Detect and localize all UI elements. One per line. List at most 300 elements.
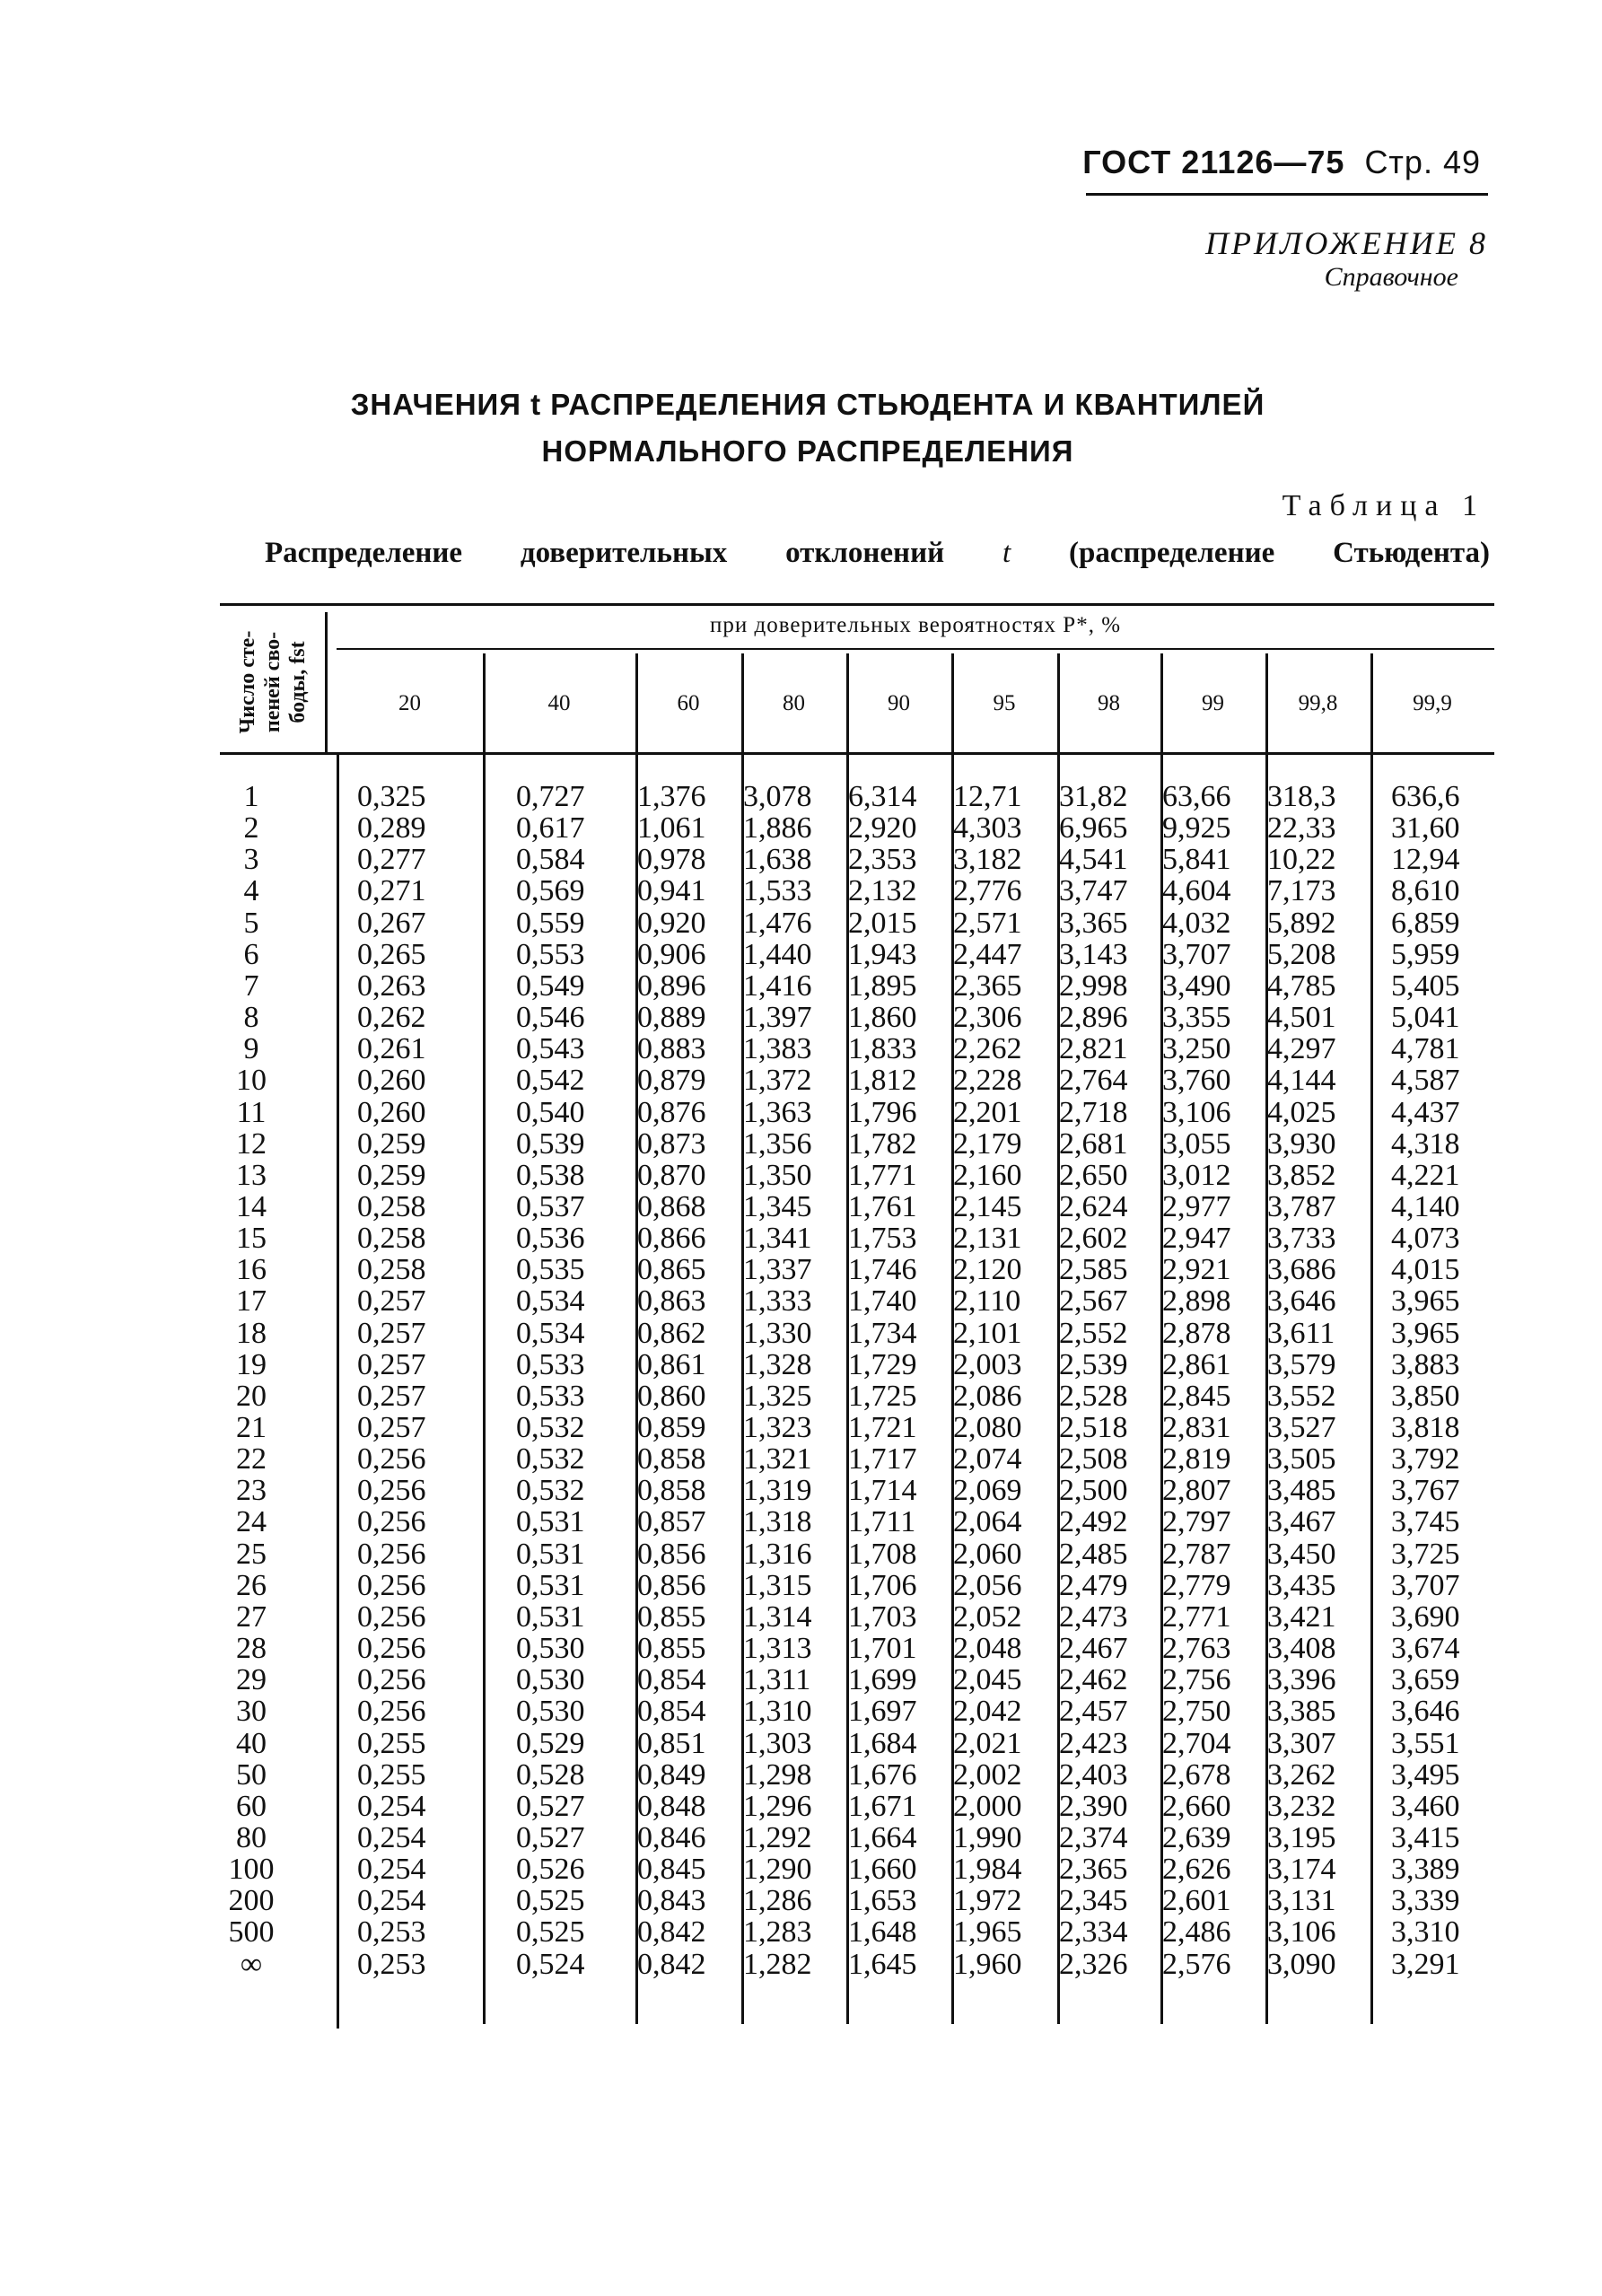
table-cell: 1,292 <box>743 1820 812 1854</box>
table-cell: 2,797 <box>1162 1505 1231 1539</box>
table-cell: 1,725 <box>848 1379 917 1413</box>
table-cell: 2,021 <box>953 1726 1022 1760</box>
table-cell: 2,763 <box>1162 1632 1231 1666</box>
table-cell: 0,256 <box>357 1568 426 1602</box>
table-cell: 1,333 <box>743 1284 812 1319</box>
stub-divider <box>325 612 328 754</box>
table-cell: 2,528 <box>1059 1379 1128 1413</box>
table-cell: 1,648 <box>848 1915 917 1950</box>
column-header: 98 <box>1098 691 1120 715</box>
table-cell: 12,94 <box>1391 843 1460 877</box>
table-cell: 636,6 <box>1391 780 1460 813</box>
table-cell: 3,646 <box>1391 1695 1460 1729</box>
table-cell: 1,440 <box>743 937 812 971</box>
row-label: 200 <box>228 1884 275 1918</box>
table-cell: 3,389 <box>1391 1853 1460 1887</box>
row-label: 26 <box>236 1568 267 1602</box>
table-cell: 0,889 <box>637 1001 706 1035</box>
table-cell: 2,052 <box>953 1599 1022 1634</box>
table-cell: 1,697 <box>848 1695 917 1729</box>
table-cell: 4,297 <box>1267 1032 1336 1066</box>
header-bottom-rule <box>220 752 1494 755</box>
table-cell: 2,539 <box>1059 1347 1128 1381</box>
table-cell: 3,421 <box>1267 1599 1336 1634</box>
table-cell: 2,374 <box>1059 1820 1128 1854</box>
table-cell: 1,638 <box>743 843 812 877</box>
table-cell: 2,042 <box>953 1695 1022 1729</box>
table-cell: 6,314 <box>848 780 917 813</box>
table-cell: 1,653 <box>848 1884 917 1918</box>
table-cell: 3,579 <box>1267 1347 1336 1381</box>
table-cell: 0,868 <box>637 1189 706 1223</box>
table-cell: 2,977 <box>1162 1189 1231 1223</box>
table-cell: 2,423 <box>1059 1726 1128 1760</box>
table-cell: 2,998 <box>1059 968 1128 1003</box>
table-cell: 0,257 <box>357 1411 426 1444</box>
table-cell: 2,678 <box>1162 1757 1231 1792</box>
table-cell: 0,254 <box>357 1884 426 1918</box>
table-cell: 1,990 <box>953 1820 1022 1854</box>
table-cell: 4,144 <box>1267 1064 1336 1098</box>
table-cell: 3,495 <box>1391 1757 1460 1792</box>
table-cell: 3,291 <box>1391 1947 1460 1981</box>
stub-header-line: пеней сво- <box>261 631 285 733</box>
table-cell: 0,259 <box>357 1126 426 1161</box>
table-cell: 4,501 <box>1267 1001 1336 1035</box>
table-cell: 5,208 <box>1267 937 1336 971</box>
table-cell: 1,310 <box>743 1695 812 1729</box>
table-cell: 1,660 <box>848 1853 917 1887</box>
table-cell: 0,256 <box>357 1474 426 1508</box>
table-cell: 0,845 <box>637 1853 706 1887</box>
table-cell: 4,025 <box>1267 1095 1336 1129</box>
table-cell: 0,856 <box>637 1537 706 1571</box>
table-cell: 0,530 <box>516 1663 585 1697</box>
row-label: 12 <box>236 1126 267 1161</box>
table-cell: 31,60 <box>1391 811 1460 846</box>
table-cell: 0,261 <box>357 1032 426 1066</box>
table-cell: 1,701 <box>848 1632 917 1666</box>
table-cell: 1,341 <box>743 1222 812 1256</box>
table-cell: 2,485 <box>1059 1537 1128 1571</box>
table-cell: 0,843 <box>637 1884 706 1918</box>
table-cell: 4,587 <box>1391 1064 1460 1098</box>
table-cell: 2,457 <box>1059 1695 1128 1729</box>
table-label: Таблица 1 <box>1282 489 1485 522</box>
table-cell: 2,947 <box>1162 1222 1231 1256</box>
table-cell: 1,943 <box>848 937 917 971</box>
table-cell: 0,255 <box>357 1726 426 1760</box>
table-cell: 0,920 <box>637 906 706 940</box>
table-cell: 2,353 <box>848 843 917 877</box>
row-label: 29 <box>236 1663 267 1697</box>
table-cell: 1,061 <box>637 811 706 846</box>
table-cell: 0,543 <box>516 1032 585 1066</box>
column-header: 95 <box>993 691 1016 715</box>
table-cell: 5,892 <box>1267 906 1336 940</box>
table-cell: 0,256 <box>357 1537 426 1571</box>
table-cell: 0,533 <box>516 1347 585 1381</box>
table-cell: 0,546 <box>516 1001 585 1035</box>
table-cell: 3,747 <box>1059 874 1128 908</box>
table-cell: 2,896 <box>1059 1001 1128 1035</box>
table-cell: 5,405 <box>1391 968 1460 1003</box>
table-cell: 3,659 <box>1391 1663 1460 1697</box>
table-cell: 0,263 <box>357 968 426 1003</box>
table-cell: 0,533 <box>516 1379 585 1413</box>
table-cell: 4,437 <box>1391 1095 1460 1129</box>
table-cell: 3,435 <box>1267 1568 1336 1602</box>
table-cell: 0,846 <box>637 1820 706 1854</box>
table-cell: 0,256 <box>357 1695 426 1729</box>
table-cell: 0,862 <box>637 1316 706 1350</box>
row-label: 6 <box>243 937 259 971</box>
caption-word: (распределение <box>1069 537 1275 569</box>
table-cell: 5,841 <box>1162 843 1231 877</box>
table-cell: 2,639 <box>1162 1820 1231 1854</box>
table-cell: 3,355 <box>1162 1001 1231 1035</box>
table-cell: 1,283 <box>743 1915 812 1950</box>
table-cell: 1,676 <box>848 1757 917 1792</box>
table-cell: 2,462 <box>1059 1663 1128 1697</box>
table-cell: 1,376 <box>637 780 706 813</box>
stub-header-line: боды, fst <box>286 641 310 723</box>
table-cell: 4,604 <box>1162 874 1231 908</box>
table-cell: 2,764 <box>1059 1064 1128 1098</box>
table-cell: 5,959 <box>1391 937 1460 971</box>
row-label: 80 <box>236 1820 267 1854</box>
row-label: 60 <box>236 1789 267 1823</box>
table-cell: 318,3 <box>1267 780 1336 813</box>
table-cell: 1,282 <box>743 1947 812 1981</box>
table-cell: 3,396 <box>1267 1663 1336 1697</box>
table-cell: 3,385 <box>1267 1695 1336 1729</box>
table-cell: 2,101 <box>953 1316 1022 1350</box>
table-cell: 0,532 <box>516 1442 585 1477</box>
table-cell: 6,859 <box>1391 906 1460 940</box>
table-cell: 0,854 <box>637 1663 706 1697</box>
caption-word: Стьюдента) <box>1333 537 1490 569</box>
table-cell: 0,584 <box>516 843 585 877</box>
table-cell: 0,559 <box>516 906 585 940</box>
table-cell: 2,003 <box>953 1347 1022 1381</box>
table-cell: 2,492 <box>1059 1505 1128 1539</box>
table-cell: 0,865 <box>637 1253 706 1287</box>
table-cell: 3,106 <box>1267 1915 1336 1950</box>
table-cell: 2,779 <box>1162 1568 1231 1602</box>
table-caption <box>265 537 1490 570</box>
table-cell: 0,855 <box>637 1632 706 1666</box>
row-label: 28 <box>236 1632 267 1666</box>
table-cell: 2,807 <box>1162 1474 1231 1508</box>
table-cell: 8,610 <box>1391 874 1460 908</box>
table-cell: 1,960 <box>953 1947 1022 1981</box>
table-cell: 1,337 <box>743 1253 812 1287</box>
row-label: 500 <box>228 1915 275 1950</box>
table-cell: 2,920 <box>848 811 917 846</box>
table-cell: 0,528 <box>516 1757 585 1792</box>
table-cell: 0,569 <box>516 874 585 908</box>
table-cell: 4,781 <box>1391 1032 1460 1066</box>
table-cell: 0,537 <box>516 1189 585 1223</box>
table-cell: 0,254 <box>357 1820 426 1854</box>
table-cell: 2,074 <box>953 1442 1022 1477</box>
table-cell: 4,073 <box>1391 1222 1460 1256</box>
table-cell: 0,727 <box>516 780 585 813</box>
table-cell: 4,221 <box>1391 1158 1460 1192</box>
table-cell: 0,849 <box>637 1757 706 1792</box>
stub-header-line: Число сте- <box>236 630 259 734</box>
table-cell: 3,646 <box>1267 1284 1336 1319</box>
table-cell: 0,529 <box>516 1726 585 1760</box>
table-cell: 4,032 <box>1162 906 1231 940</box>
table-cell: 3,787 <box>1267 1189 1336 1223</box>
table-cell: 0,255 <box>357 1757 426 1792</box>
table-cell: 1,476 <box>743 906 812 940</box>
table-cell: 2,064 <box>953 1505 1022 1539</box>
table-cell: 0,258 <box>357 1189 426 1223</box>
caption-word: t <box>1002 537 1011 569</box>
stub-header <box>223 610 323 754</box>
row-label: 10 <box>236 1064 267 1098</box>
table-cell: 3,552 <box>1267 1379 1336 1413</box>
table-cell: 2,080 <box>953 1411 1022 1444</box>
table-cell: 3,850 <box>1391 1379 1460 1413</box>
caption-word: доверительных <box>520 537 728 569</box>
table-cell: 0,858 <box>637 1442 706 1477</box>
table-cell: 0,260 <box>357 1095 426 1129</box>
table-cell: 0,540 <box>516 1095 585 1129</box>
table-cell: 3,965 <box>1391 1316 1460 1350</box>
table-cell: 3,415 <box>1391 1820 1460 1854</box>
table-cell: 2,262 <box>953 1032 1022 1066</box>
column-header: 40 <box>547 691 571 715</box>
table-cell: 1,782 <box>848 1126 917 1161</box>
table-cell: 3,250 <box>1162 1032 1231 1066</box>
table-cell: 2,704 <box>1162 1726 1231 1760</box>
table-cell: 0,873 <box>637 1126 706 1161</box>
table-cell: 0,267 <box>357 906 426 940</box>
column-header: 99,8 <box>1298 691 1338 715</box>
table-cell: 0,253 <box>357 1947 426 1981</box>
table-cell: 0,855 <box>637 1599 706 1634</box>
column-header: 90 <box>888 691 910 715</box>
table-cell: 3,707 <box>1162 937 1231 971</box>
table-cell: 1,296 <box>743 1789 812 1823</box>
table-cell: 2,365 <box>1059 1853 1128 1887</box>
table-cell: 3,733 <box>1267 1222 1336 1256</box>
table-cell: 0,553 <box>516 937 585 971</box>
table-cell: 4,785 <box>1267 968 1336 1003</box>
row-label: 2 <box>243 811 259 846</box>
table-cell: 0,262 <box>357 1001 426 1035</box>
stub-body-divider <box>337 752 339 2029</box>
table-cell: 2,552 <box>1059 1316 1128 1350</box>
table-cell: 2,048 <box>953 1632 1022 1666</box>
table-cell: 2,228 <box>953 1064 1022 1098</box>
table-cell: 3,195 <box>1267 1820 1336 1854</box>
table-cell: 1,645 <box>848 1947 917 1981</box>
table-cell: 2,845 <box>1162 1379 1231 1413</box>
table-cell: 2,110 <box>953 1284 1021 1319</box>
table-cell: 2,626 <box>1162 1853 1231 1887</box>
table-cell: 2,921 <box>1162 1253 1231 1287</box>
row-label: 27 <box>236 1599 267 1634</box>
table-cell: 3,883 <box>1391 1347 1460 1381</box>
table-cell: 0,532 <box>516 1411 585 1444</box>
table-cell: 0,254 <box>357 1853 426 1887</box>
table-cell: 2,145 <box>953 1189 1022 1223</box>
table-cell: 22,33 <box>1267 811 1336 846</box>
table-cell: 2,567 <box>1059 1284 1128 1319</box>
table-cell: 1,671 <box>848 1789 917 1823</box>
table-cell: 3,485 <box>1267 1474 1336 1508</box>
table-cell: 2,334 <box>1059 1915 1128 1950</box>
table-cell: 1,350 <box>743 1158 812 1192</box>
row-label: 4 <box>243 874 259 908</box>
table-cell: 2,718 <box>1059 1095 1128 1129</box>
table-cell: 9,925 <box>1162 811 1231 846</box>
table-cell: 1,664 <box>848 1820 917 1854</box>
table-cell: 0,859 <box>637 1411 706 1444</box>
row-label: 24 <box>236 1505 267 1539</box>
header-rule <box>1086 193 1488 196</box>
table-cell: 2,120 <box>953 1253 1022 1287</box>
table-cell: 3,505 <box>1267 1442 1336 1477</box>
table-cell: 0,879 <box>637 1064 706 1098</box>
table-cell: 1,740 <box>848 1284 917 1319</box>
table-cell: 2,131 <box>953 1222 1022 1256</box>
table-cell: 2,898 <box>1162 1284 1231 1319</box>
table-cell: 4,015 <box>1391 1253 1460 1287</box>
table-cell: 1,771 <box>848 1158 917 1192</box>
table-cell: 0,265 <box>357 937 426 971</box>
table-cell: 0,530 <box>516 1632 585 1666</box>
table-cell: 2,345 <box>1059 1884 1128 1918</box>
table-cell: 0,536 <box>516 1222 585 1256</box>
column-header: 99 <box>1202 691 1224 715</box>
table-cell: 0,277 <box>357 843 426 877</box>
table-cell: 0,851 <box>637 1726 706 1760</box>
table-cell: 3,460 <box>1391 1789 1460 1823</box>
table-cell: 0,257 <box>357 1316 426 1350</box>
table-cell: 0,941 <box>637 874 706 908</box>
table-cell: 1,533 <box>743 874 812 908</box>
table-cell: 2,000 <box>953 1789 1022 1823</box>
table-cell: 0,256 <box>357 1632 426 1666</box>
row-label: 20 <box>236 1379 267 1413</box>
table-cell: 3,090 <box>1267 1947 1336 1981</box>
table-cell: 2,821 <box>1059 1032 1128 1066</box>
row-label: 100 <box>228 1853 275 1887</box>
row-label: 3 <box>243 843 259 877</box>
table-cell: 3,686 <box>1267 1253 1336 1287</box>
table-cell: 2,069 <box>953 1474 1022 1508</box>
column-header: 60 <box>677 691 700 715</box>
table-cell: 2,508 <box>1059 1442 1128 1477</box>
row-label: 13 <box>236 1158 267 1192</box>
table-cell: 10,22 <box>1267 843 1336 877</box>
table-cell: 1,972 <box>953 1884 1022 1918</box>
table-cell: 0,549 <box>516 968 585 1003</box>
table-cell: 0,531 <box>516 1568 585 1602</box>
table-cell: 0,842 <box>637 1947 706 1981</box>
table-cell: 0,253 <box>357 1915 426 1950</box>
table-cell: 0,539 <box>516 1126 585 1161</box>
table-cell: 0,857 <box>637 1505 706 1539</box>
table-cell: 1,703 <box>848 1599 917 1634</box>
table-cell: 2,776 <box>953 874 1022 908</box>
table-cell: 0,271 <box>357 874 426 908</box>
table-cell: 0,854 <box>637 1695 706 1729</box>
table-cell: 1,290 <box>743 1853 812 1887</box>
table-cell: 0,883 <box>637 1032 706 1066</box>
table-cell: 0,256 <box>357 1599 426 1634</box>
table-cell: 3,078 <box>743 780 812 813</box>
table-cell: 2,086 <box>953 1379 1022 1413</box>
table-cell: 2,390 <box>1059 1789 1128 1823</box>
table-cell: 31,82 <box>1059 780 1128 813</box>
table-cell: 1,717 <box>848 1442 917 1477</box>
table-cell: 3,674 <box>1391 1632 1460 1666</box>
table-cell: 0,535 <box>516 1253 585 1287</box>
table-cell: 1,708 <box>848 1537 917 1571</box>
table-cell: 2,486 <box>1162 1915 1231 1950</box>
table-cell: 3,450 <box>1267 1537 1336 1571</box>
table-cell: 2,306 <box>953 1001 1022 1035</box>
table-cell: 0,531 <box>516 1505 585 1539</box>
row-label: 22 <box>236 1442 267 1477</box>
table-cell: 2,365 <box>953 968 1022 1003</box>
table-cell: 1,746 <box>848 1253 917 1287</box>
table-cell: 1,286 <box>743 1884 812 1918</box>
table-cell: 2,750 <box>1162 1695 1231 1729</box>
table-cell: 0,860 <box>637 1379 706 1413</box>
table-cell: 0,906 <box>637 937 706 971</box>
table-cell: 1,397 <box>743 1001 812 1035</box>
table-cell: 3,818 <box>1391 1411 1460 1444</box>
group-header: при доверительных вероятностях P*, % <box>709 613 1122 637</box>
table-cell: 3,131 <box>1267 1884 1336 1918</box>
table-cell: 3,307 <box>1267 1726 1336 1760</box>
table-cell: 1,812 <box>848 1064 917 1098</box>
table-cell: 0,257 <box>357 1284 426 1319</box>
table-cell: 1,316 <box>743 1537 812 1571</box>
table-cell: 0,863 <box>637 1284 706 1319</box>
table-cell: 0,856 <box>637 1568 706 1602</box>
table-cell: 1,363 <box>743 1095 812 1129</box>
table-cell: 1,753 <box>848 1222 917 1256</box>
table-cell: 2,819 <box>1162 1442 1231 1477</box>
table-cell: 2,602 <box>1059 1222 1128 1256</box>
table-cell: 2,473 <box>1059 1599 1128 1634</box>
table-cell: 2,045 <box>953 1663 1022 1697</box>
appendix-subtitle: Справочное <box>1324 262 1458 292</box>
table-cell: 3,055 <box>1162 1126 1231 1161</box>
table-cell: 3,408 <box>1267 1632 1336 1666</box>
caption-word: отклонений <box>785 537 945 569</box>
column-header: 99,9 <box>1413 691 1452 715</box>
row-label: 21 <box>236 1411 267 1444</box>
table-cell: 1,984 <box>953 1853 1022 1887</box>
table-cell: 2,201 <box>953 1095 1022 1129</box>
table-cell: 0,256 <box>357 1505 426 1539</box>
table-cell: 0,525 <box>516 1884 585 1918</box>
table-cell: 0,617 <box>516 811 585 846</box>
row-label: 16 <box>236 1253 267 1287</box>
table-cell: 0,254 <box>357 1789 426 1823</box>
table-cell: 1,318 <box>743 1505 812 1539</box>
